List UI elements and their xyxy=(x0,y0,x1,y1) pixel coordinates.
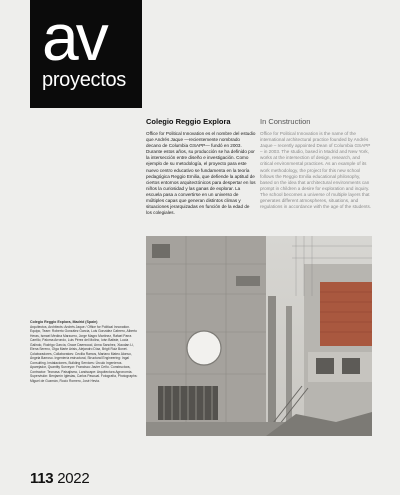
logo-mark: av xyxy=(42,0,106,74)
english-title: In Construction xyxy=(260,117,311,126)
project-credits xyxy=(30,320,138,383)
credits-body: Arquitectos, Architects: Andrés Jaque / Office for Political Innovation. Equipo, Team: Roberto González García, Luis González Cabrero, Alberto Heras, Ismael Medina Marzuero, Jorge Magro Martínez, Rafael Parra Carrillo, Paloma Arrondo, Luis Pérez del Molino, Iván Batiste, Lucía Galindo, Rodrigo García, Grace Daerwood, Anna Sanchez, Xiaodan Li, Elena Sereno, Olga Marte Arisis, Alejandro Díaz, Brigit Ruiz Bonet. Colaboradores, Collaborators: Cecilia Ramos, Mariano Mateo Alonso, Ángela Barroso. Ingeniería estructural, Structural Engineering: Ingal Consulting. Instalaciones, Building Services: Úrculo Ingenieros. Aparejador, Quantity Surveyor: Francisco Javier Ceño. Constructora, Contractor: Tecnasa. Paisajismo, Landscape: Arquitectura Agronomía. Supervisión: Benjamín Iglesias, Carlos Pascual. Fotografía, Photographs: Miguel de Guzmán, Rocío Romero, José Hevia. xyxy=(30,324,138,383)
spanish-body-text: Office for Political Innovation es el nombre del estudio que Andrés Jaque —recientemente nombrado decano de Columbia GSAPP— fundó en 2003. Durante estos años, su producción se ha definido por la intersección entre diseño e investigación. Como ejemplo de su metodología, el proyecto para este nuevo centro educativo se fundamenta en la teoría pedagógica Reggio Emilia, que defiende la aptitud de ciertos entornos arquitectónicos para despertar en los niños la curiosidad y las ganas de explorar. La escuela pasa a convertirse en un universo de múltiples capas que generan distintos climas y situaciones jerarquizadas en función de la edad de los colegiales. xyxy=(146,131,256,216)
issue-year: 2022 xyxy=(57,470,90,487)
english-column xyxy=(260,117,372,210)
english-body-text: Office for Political Innovation is the name of the international architectural practice founded by Andrés Jaque – recently appointed Dean of Columbia GSAPP – in 2003. The studio, based in Madrid and New York, works at the intersection of design, research, and critical environmental practices. As an example of its work methodology, the project for this new school follows the Reggio Emilia educational philosophy, based on the idea that architectural environments can prompt in children a desire for exploration and inquiry. The school becomes a universe of multiple layers that generates different atmospheres, situations, and regulations in accordance with the age of the students. xyxy=(260,131,372,210)
building-photo xyxy=(146,236,372,436)
project-title: Colegio Reggio Explora xyxy=(146,117,231,126)
issue-label xyxy=(30,470,89,488)
magazine-logo xyxy=(30,0,142,108)
issue-number: 113 xyxy=(30,470,54,487)
logo-subtitle: proyectos xyxy=(42,69,127,91)
spanish-column xyxy=(146,117,256,216)
credits-title: Colegio Reggio Explora, Madrid (Spain) xyxy=(30,320,98,324)
building-photo-illustration xyxy=(146,236,372,436)
